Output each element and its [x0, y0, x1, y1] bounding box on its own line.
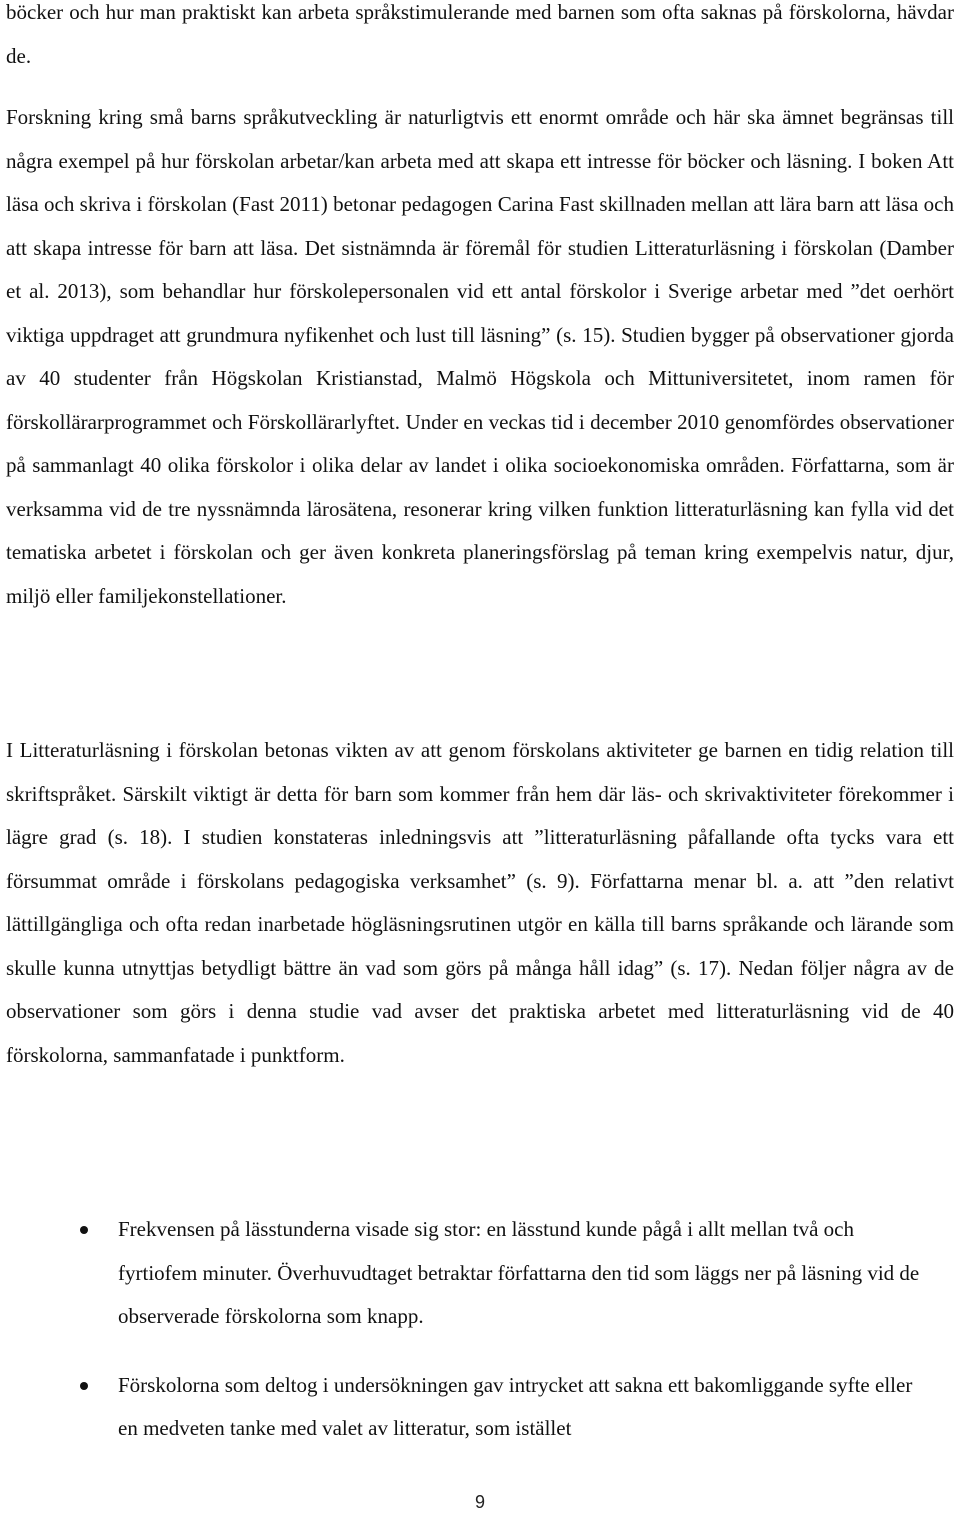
list-item-text: Förskolorna som deltog i undersökningen gav intrycket att sakna ett bakomliggande syfte eller en medveten tanke med valet av litteratur, som istället: [118, 1372, 913, 1440]
paragraph-research-overview: Forskning kring små barns språkutveckling är naturligtvis ett enormt område och här ska ämnet begränsas till några exempel på hur förskolan arbetar/kan arbeta med att skapa ett intresse för böcker och läsning. I boken Att läsa och skriva i förskolan (Fast 2011) betonar pedagogen Carina Fast skillnaden mellan att lära barn att läsa och att skapa intresse för barn att läsa. Det sistnämnda är föremål för studien Litteraturläsning i förskolan (Damber et al. 2013), som behandlar hur förskolepersonalen vid ett antal förskolor i Sverige arbetar med ”det oerhört viktiga uppdraget att grundmura nyfikenhet och lust till läsning” (s. 15). Studien bygger på observationer gjorda av 40 studenter från Högskolan Kristianstad, Malmö Högskola och Mittuniversitetet, inom ramen för förskollärarprogrammet och Förskollärarlyftet. Under en veckas tid i december 2010 genomfördes observationer på sammanlagt 40 olika förskolor i olika delar av landet i olika socioekonomiska områden. Författarna, som är verksamma vid de tre nyssnämnda lärosätena, resonerar kring vilken funktion litteraturläsning kan fylla vid det tematiska arbetet i förskolan och ger även konkreta planeringsförslag på teman kring exempelvis natur, djur, miljö eller familjekonstellationer.: [6, 105, 954, 608]
paragraph-litteraturlasning: I Litteraturläsning i förskolan betonas vikten av att genom förskolans aktiviteter ge barnen en tidig relation till skriftspråket. Särskilt viktigt är detta för barn som kommer från hem där läs- och skrivaktiviteter förekommer i lägre grad (s. 18). I studien konstateras inledningsvis att ”litteraturläsning påfallande ofta tycks vara ett försummat område i förskolans pedagogiska verksamhet” (s. 9). Författarna menar bl. a. att ”den relativt lättillgängliga och ofta redan inarbetade högläsningsrutinen utgör en källa till barns språkande och lärande som skulle kunna utnyttjas betydligt bättre än vad som görs på många håll idag” (s. 17). Nedan följer några av de observationer som görs i denna studie vad avser det praktiska arbetet med litteraturläsning vid de 40 förskolorna, sammanfatade i punktform.: [6, 738, 954, 1067]
observation-bullet-list: [0, 1208, 960, 1476]
list-item: [0, 1208, 960, 1339]
paragraph-continued: böcker och hur man praktiskt kan arbeta språkstimulerande med barnen som ofta saknas på förskolorna, hävdar de.: [6, 0, 954, 68]
page-number: 9: [474, 1492, 485, 1512]
bullet-icon: [80, 1226, 88, 1234]
bullet-icon: [80, 1382, 88, 1390]
list-item: [0, 1364, 960, 1451]
list-item-text: Frekvensen på lässtunderna visade sig stor: en lässtund kunde pågå i allt mellan två och fyrtiofem minuter. Överhuvudtaget betraktar författarna den tid som läggs ner på läsning vid de observerade förskolorna som knapp.: [118, 1217, 920, 1328]
